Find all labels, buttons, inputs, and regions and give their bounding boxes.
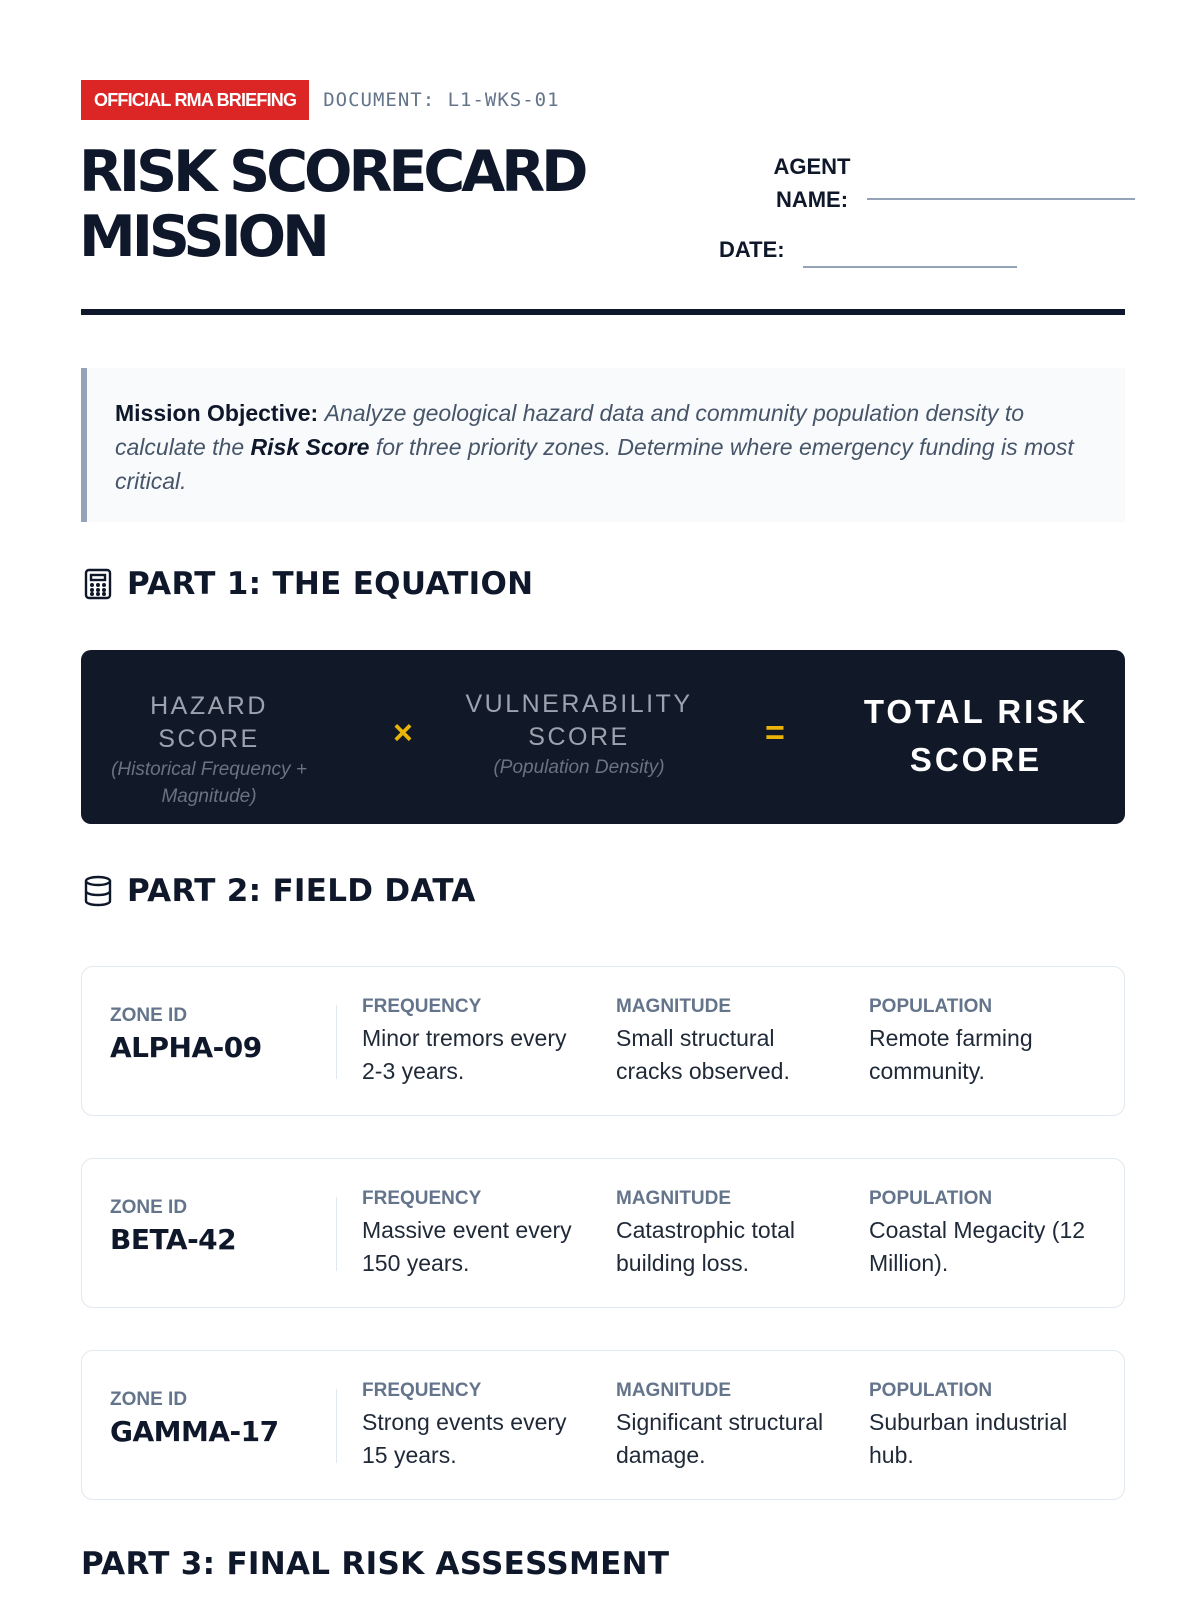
- total-risk-score: [841, 688, 1111, 784]
- zone-card: [81, 966, 1125, 1116]
- total-label-2: SCORE: [909, 741, 1043, 778]
- multiply-icon: ×: [393, 714, 413, 752]
- zone-id-label: ZONE ID: [110, 1389, 188, 1410]
- briefing-badge: OFFICIAL RMA BRIEFING: [81, 80, 309, 120]
- frequency-label: FREQUENCY: [362, 1188, 482, 1209]
- frequency-field: [362, 1379, 592, 1472]
- zone-id-block: [110, 1005, 262, 1064]
- frequency-label: FREQUENCY: [362, 1380, 482, 1401]
- title-row: [81, 120, 1125, 310]
- magnitude-field: [616, 1379, 846, 1472]
- part3-heading-text: PART 3: FINAL RISK ASSESSMENT: [81, 1546, 670, 1582]
- equation-panel: [81, 650, 1125, 824]
- worksheet: [79, 80, 1125, 1582]
- card-divider: [336, 1005, 337, 1079]
- magnitude-value: Catastrophic total building loss.: [616, 1217, 795, 1276]
- date-field[interactable]: [803, 266, 1017, 268]
- population-value: Remote farming community.: [869, 1025, 1033, 1084]
- equals-icon: =: [765, 714, 785, 752]
- zone-card: [81, 1350, 1125, 1500]
- population-value: Coastal Megacity (12 Million).: [869, 1217, 1086, 1276]
- population-label: POPULATION: [869, 1188, 993, 1209]
- hazard-sub-1: (Historical Frequency +: [111, 759, 307, 780]
- magnitude-value: Small structural cracks observed.: [616, 1025, 790, 1084]
- agent-fields: [719, 150, 1125, 290]
- page-title: [79, 140, 584, 270]
- zone-id-block: [110, 1197, 236, 1256]
- title-line-2: MISSION: [79, 204, 326, 270]
- population-field: [869, 995, 1099, 1088]
- population-value: Suburban industrial hub.: [869, 1409, 1068, 1468]
- magnitude-field: [616, 1187, 846, 1280]
- zone-id-label: ZONE ID: [110, 1197, 188, 1218]
- frequency-field: [362, 1187, 592, 1280]
- mission-objective: [81, 368, 1125, 522]
- magnitude-label: MAGNITUDE: [616, 1188, 732, 1209]
- part3-heading: [81, 1546, 669, 1582]
- frequency-label: FREQUENCY: [362, 996, 482, 1017]
- title-line-1: RISK SCORECARD: [79, 139, 585, 205]
- total-label-1: TOTAL RISK: [863, 693, 1089, 730]
- agent-name-field[interactable]: [867, 198, 1135, 200]
- card-divider: [336, 1389, 337, 1463]
- population-field: [869, 1187, 1099, 1280]
- frequency-value: Massive event every 150 years.: [362, 1217, 572, 1276]
- frequency-value: Minor tremors every 2-3 years.: [362, 1025, 567, 1084]
- date-label: DATE:: [719, 237, 785, 262]
- part1-heading-text: PART 1: THE EQUATION: [127, 566, 534, 602]
- part2-heading-text: PART 2: FIELD DATA: [127, 873, 476, 909]
- hazard-label: HAZARD SCORE: [150, 692, 268, 753]
- agent-label-line-1: AGENT: [773, 154, 851, 179]
- hazard-sub-2: Magnitude): [161, 786, 257, 807]
- agent-name-label: [767, 150, 857, 216]
- vulnerability-label-1: VULNERABILITY: [465, 690, 693, 718]
- document-id: DOCUMENT: L1-WKS-01: [323, 89, 560, 111]
- zone-card: [81, 1158, 1125, 1308]
- population-label: POPULATION: [869, 1380, 993, 1401]
- part1-heading: [81, 566, 533, 602]
- agent-label-line-2: NAME:: [775, 187, 849, 212]
- zone-id-value: ALPHA-09: [110, 1031, 262, 1064]
- vulnerability-term: [461, 688, 697, 781]
- zone-id-value: BETA-42: [110, 1223, 237, 1256]
- magnitude-field: [616, 995, 846, 1088]
- vulnerability-label-2: SCORE: [528, 723, 630, 751]
- vulnerability-sub: (Population Density): [493, 757, 665, 778]
- objective-text-1: Analyze geological hazard data and community population density to calculate the: [115, 400, 1024, 460]
- magnitude-value: Significant structural damage.: [616, 1409, 824, 1468]
- zone-id-block: [110, 1389, 279, 1448]
- objective-emphasis: Risk Score: [250, 434, 370, 460]
- calculator-icon: [81, 567, 115, 601]
- population-field: [869, 1379, 1099, 1472]
- card-divider: [336, 1197, 337, 1271]
- population-label: POPULATION: [869, 996, 993, 1017]
- zone-id-value: GAMMA-17: [110, 1415, 279, 1448]
- header-top: [81, 80, 1125, 120]
- objective-text-2: for three priority zones. Determine where emergency funding is most critical.: [115, 434, 1074, 494]
- frequency-field: [362, 995, 592, 1088]
- frequency-value: Strong events every 15 years.: [362, 1409, 567, 1468]
- header-divider: [81, 309, 1125, 315]
- part2-heading: [81, 873, 476, 909]
- objective-label: Mission Objective:: [115, 400, 319, 426]
- magnitude-label: MAGNITUDE: [616, 1380, 732, 1401]
- magnitude-label: MAGNITUDE: [616, 996, 732, 1017]
- hazard-term: [97, 690, 321, 810]
- database-icon: [81, 874, 115, 908]
- zone-id-label: ZONE ID: [110, 1005, 188, 1026]
